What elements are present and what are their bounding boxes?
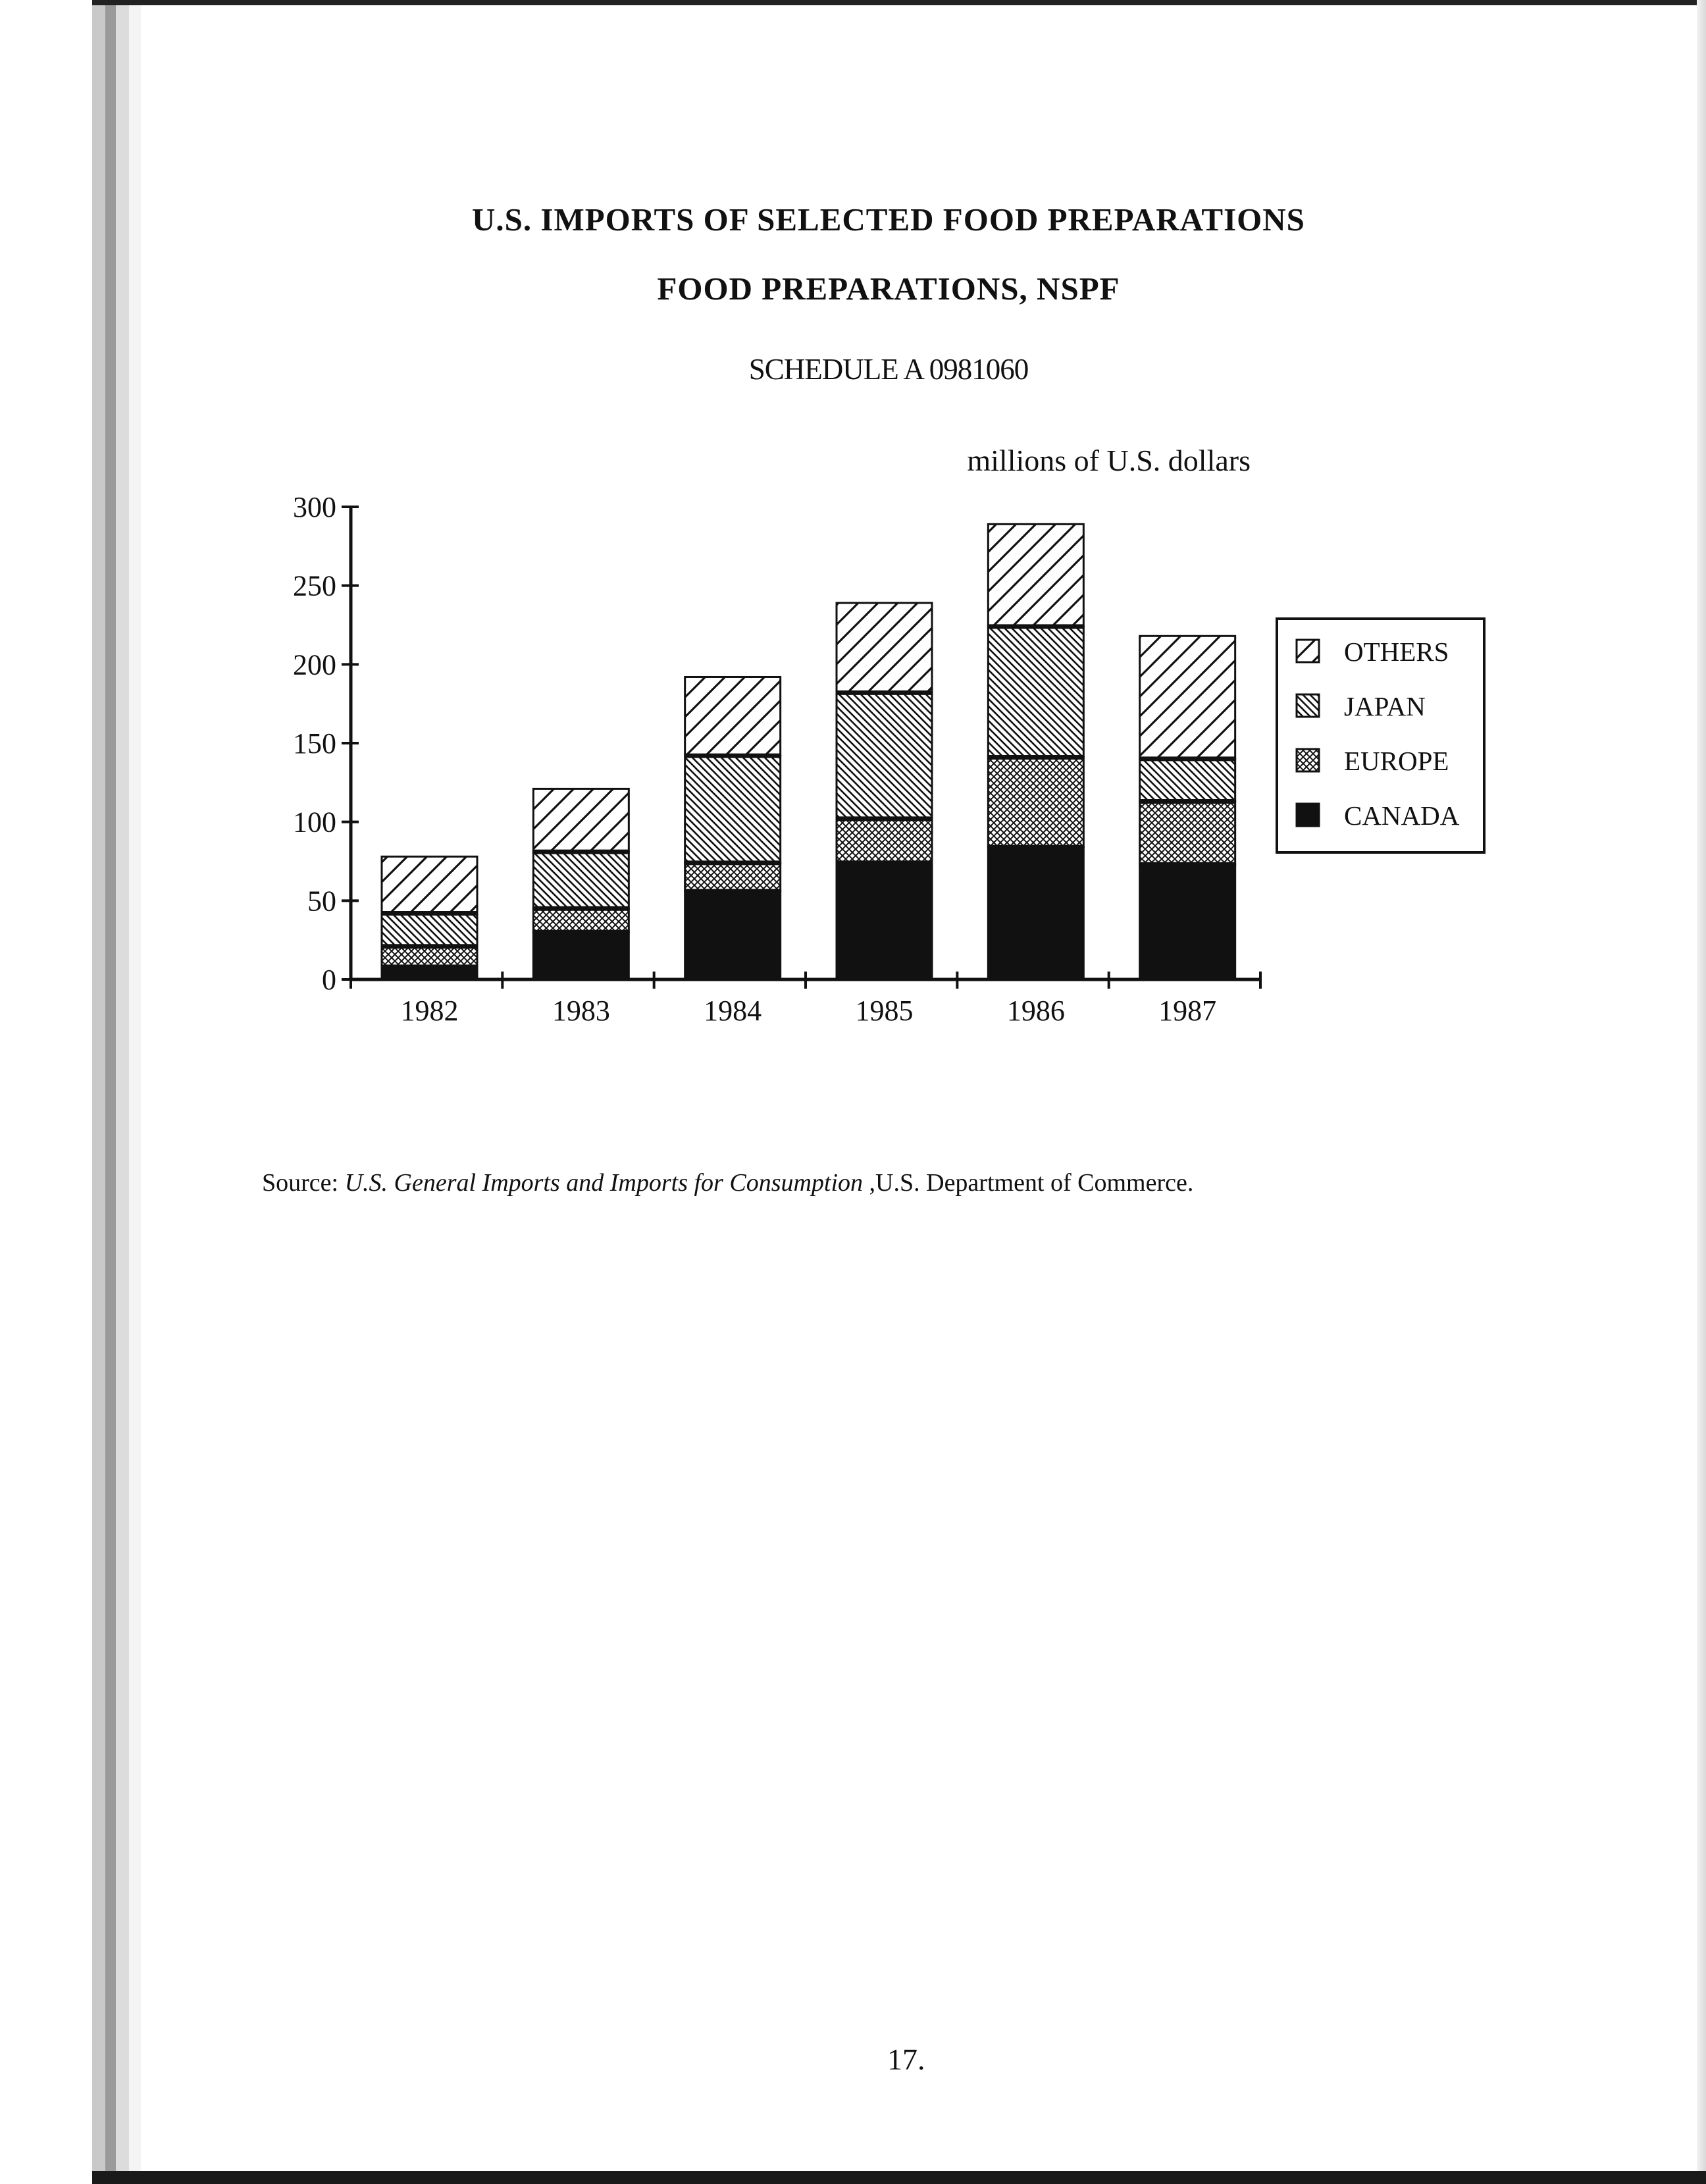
page-number: 17. bbox=[887, 2042, 925, 2076]
legend-swatch-europe bbox=[1297, 749, 1319, 771]
x-tick-label: 1984 bbox=[704, 995, 762, 1027]
source-publication: U.S. General Imports and Imports for Consumption bbox=[344, 1169, 864, 1197]
y-tick-label: 200 bbox=[293, 648, 336, 681]
x-tick-label: 1986 bbox=[1006, 995, 1065, 1027]
x-tick-label: 1983 bbox=[552, 995, 610, 1027]
bar-segment-canada-1984 bbox=[685, 891, 781, 979]
bar-segment-japan-1985 bbox=[837, 692, 932, 818]
source-prefix: Source: bbox=[262, 1169, 345, 1197]
bar-segment-japan-1983 bbox=[533, 852, 629, 908]
bar-segment-others-1987 bbox=[1140, 636, 1235, 759]
legend-label-japan: JAPAN bbox=[1344, 691, 1426, 721]
bar-segment-europe-1985 bbox=[837, 819, 932, 863]
bar-segment-europe-1986 bbox=[988, 758, 1083, 847]
y-tick-label: 100 bbox=[293, 806, 336, 839]
legend-swatch-canada bbox=[1297, 804, 1319, 826]
y-tick-label: 300 bbox=[293, 491, 336, 523]
bar-segment-canada-1983 bbox=[533, 932, 629, 979]
source-citation bbox=[262, 1168, 1193, 1197]
y-tick-label: 250 bbox=[293, 569, 336, 602]
bar-segment-europe-1983 bbox=[533, 908, 629, 932]
chart-subtitle: FOOD PREPARATIONS, NSPF bbox=[657, 271, 1120, 307]
bottom-edge bbox=[92, 2171, 1706, 2184]
bar-segment-others-1985 bbox=[837, 603, 932, 692]
bar-segment-canada-1986 bbox=[988, 847, 1083, 979]
x-tick-label: 1987 bbox=[1158, 995, 1217, 1027]
legend-swatch-japan bbox=[1297, 694, 1319, 717]
bar-segment-europe-1987 bbox=[1140, 802, 1235, 865]
bar-segment-europe-1984 bbox=[685, 863, 781, 891]
unit-label: millions of U.S. dollars bbox=[967, 444, 1251, 477]
bar-segment-europe-1982 bbox=[382, 947, 477, 967]
bar-segment-others-1982 bbox=[382, 856, 477, 913]
y-tick-label: 50 bbox=[307, 885, 336, 918]
legend-label-europe: EUROPE bbox=[1344, 746, 1449, 776]
legend-label-others: OTHERS bbox=[1344, 637, 1449, 667]
bar-segment-others-1986 bbox=[988, 524, 1083, 627]
bar-segment-japan-1987 bbox=[1140, 759, 1235, 802]
x-tick-label: 1982 bbox=[400, 995, 459, 1027]
y-tick-label: 0 bbox=[322, 964, 336, 996]
chart-title: U.S. IMPORTS OF SELECTED FOOD PREPARATIONS bbox=[472, 201, 1305, 238]
source-publisher: ,U.S. Department of Commerce. bbox=[863, 1169, 1194, 1197]
x-tick-label: 1985 bbox=[855, 995, 914, 1027]
legend-swatch-others bbox=[1297, 640, 1319, 662]
y-tick-label: 150 bbox=[293, 727, 336, 760]
bar-segment-japan-1984 bbox=[685, 756, 781, 863]
bar-segment-canada-1985 bbox=[837, 863, 932, 979]
bar-segment-canada-1987 bbox=[1140, 864, 1235, 979]
legend-label-canada: CANADA bbox=[1344, 800, 1460, 831]
schedule-label: SCHEDULE A 0981060 bbox=[748, 353, 1029, 386]
bar-segment-others-1983 bbox=[533, 789, 629, 852]
bar-segment-japan-1982 bbox=[382, 913, 477, 946]
bar-segment-japan-1986 bbox=[988, 627, 1083, 758]
bar-segment-others-1984 bbox=[685, 677, 781, 756]
